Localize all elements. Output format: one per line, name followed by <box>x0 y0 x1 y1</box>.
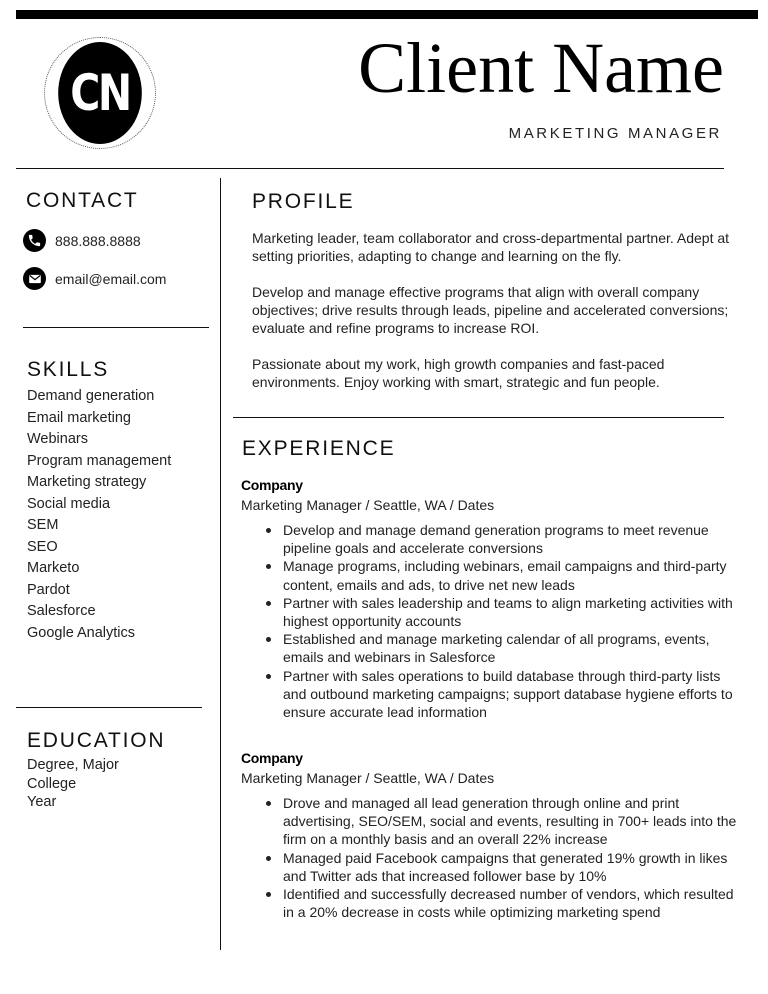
contact-divider <box>23 327 209 328</box>
skill-item: Webinars <box>27 431 88 447</box>
skills-heading: SKILLS <box>27 358 110 381</box>
job-role: MARKETING MANAGER <box>508 125 722 142</box>
job-bullet: Partner with sales leadership and teams to align marketing activities with highest opportunity accounts <box>283 594 743 630</box>
job-bullets <box>283 521 743 721</box>
job-bullet: Develop and manage demand generation programs to meet revenue pipeline goals and accelerate conversions <box>283 521 743 557</box>
phone-icon <box>23 229 46 252</box>
skills-list <box>27 386 171 644</box>
top-border-bar <box>16 10 758 19</box>
job-bullet: Identified and successfully decreased number of vendors, which resulted in a 20% decrease in costs while optimizing marketing spend <box>283 885 743 921</box>
skill-item: Program management <box>27 452 172 469</box>
skill-item: SEM <box>27 517 59 533</box>
skill-item: Social media <box>27 495 111 512</box>
skills-divider <box>16 707 202 708</box>
skill-item: Google Analytics <box>27 624 136 641</box>
skill-item: Marketo <box>27 560 80 576</box>
job-bullet: Partner with sales operations to build database through third-party lists and outbound marketing campaigns; support database hygiene efforts to ensure accurate lead information <box>283 667 743 722</box>
education-heading: EDUCATION <box>27 729 166 752</box>
job-bullet: Manage programs, including webinars, email campaigns and third-party content, emails and ads, to drive net new leads <box>283 557 743 593</box>
job-title-line: Marketing Manager / Seattle, WA / Dates <box>241 770 495 786</box>
job-company: Company <box>241 750 303 766</box>
profile-heading: PROFILE <box>252 190 355 213</box>
skill-item: Marketing strategy <box>27 474 147 490</box>
job-title-line: Marketing Manager / Seattle, WA / Dates <box>241 497 495 513</box>
education-college: College <box>27 775 77 792</box>
profile-paragraph: Develop and manage effective programs that align with overall company objectives; drive results through leads, pipeline and accelerated conversions; evaluate and refine programs to increase ROI. <box>252 284 729 336</box>
job-company: Company <box>241 477 303 493</box>
profile-paragraph: Passionate about my work, high growth companies and fast-paced environments. Enjoy working with smart, strategic and fun people. <box>252 356 665 390</box>
contact-heading: CONTACT <box>26 189 139 212</box>
skill-item: Email marketing <box>27 409 131 426</box>
profile-divider <box>233 417 724 418</box>
job-bullet: Managed paid Facebook campaigns that generated 19% growth in likes and Twitter ads that increased follower base by 10% <box>283 849 743 885</box>
education-degree: Degree, Major <box>27 757 119 773</box>
contact-phone <box>23 229 141 252</box>
profile-paragraph: Marketing leader, team collaborator and cross-departmental partner. Adept at setting priorities, adapting to change and learning on the fly. <box>252 230 730 264</box>
skill-item: Salesforce <box>27 603 96 619</box>
job-bullet: Drove and managed all lead generation through online and print advertising, SEO/SEM, social and events, resulting in 700+ leads into the firm on a monthly basis and an overall 22% increase <box>283 794 743 849</box>
phone-number[interactable]: 888.888.8888 <box>55 232 141 249</box>
column-divider <box>220 178 221 950</box>
job-bullet: Established and manage marketing calendar of all programs, events, emails and webinars in Salesforce <box>283 630 743 666</box>
education-list <box>27 756 119 812</box>
skill-item: Demand generation <box>27 388 155 404</box>
skill-item: Pardot <box>27 581 70 598</box>
email-address[interactable]: email@email.com <box>55 270 167 287</box>
header-divider <box>16 168 724 169</box>
monogram-initials: CN <box>58 42 142 144</box>
client-name: Client Name <box>358 28 724 108</box>
skill-item: SEO <box>27 538 58 555</box>
envelope-icon <box>23 267 46 290</box>
monogram-logo <box>44 37 156 149</box>
education-year: Year <box>27 794 57 810</box>
job-bullets <box>283 794 743 921</box>
experience-heading: EXPERIENCE <box>242 437 396 460</box>
contact-email <box>23 267 166 290</box>
